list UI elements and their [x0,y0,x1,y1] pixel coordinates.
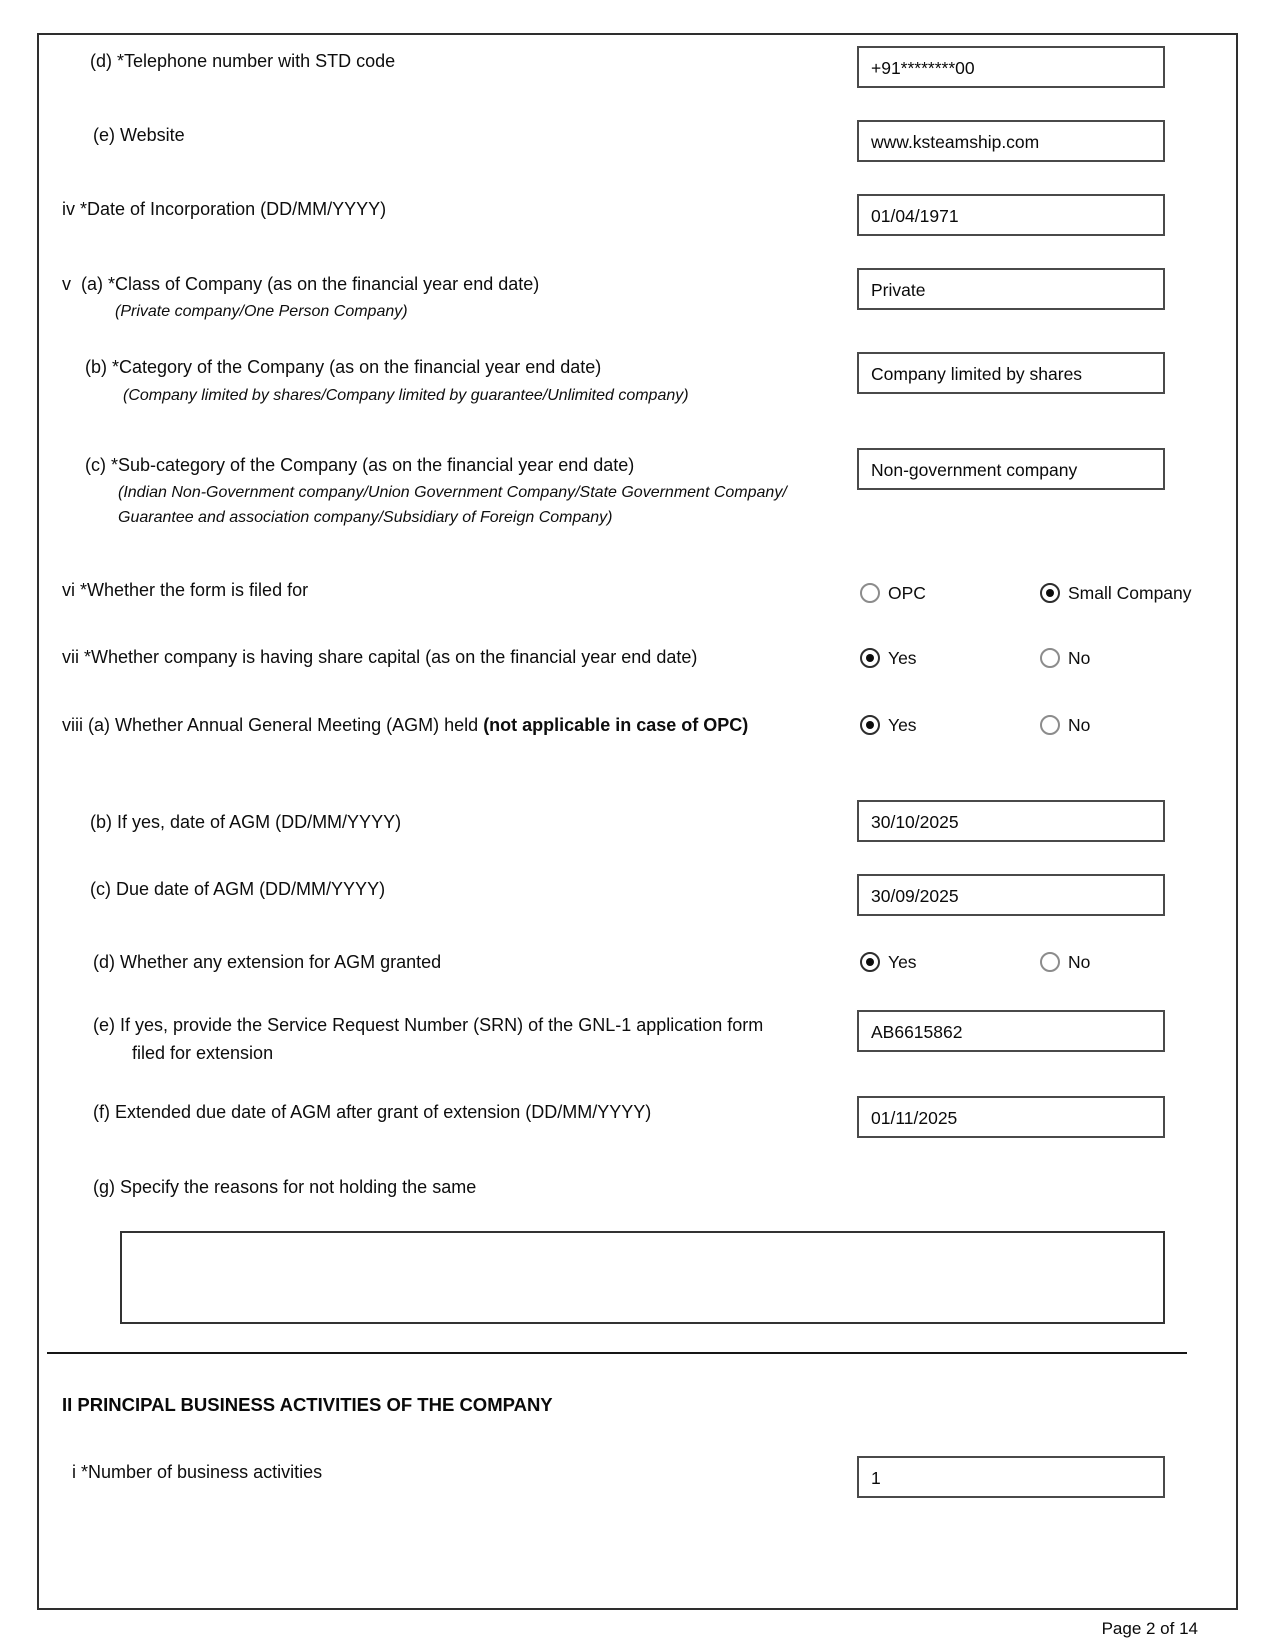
srn-label-line1: (e) If yes, provide the Service Request Number (SRN) of the GNL-1 application form [93,1015,764,1035]
radio-label-share-capital-yes: Yes [888,647,917,668]
radio-option-small-company[interactable] [1040,582,1192,604]
radio-icon-share-capital-yes[interactable] [860,648,880,668]
agm-extension-label: (d) Whether any extension for AGM granted [93,952,442,972]
agm-due-date-input[interactable]: 30/09/2025 [857,874,1165,916]
agm-reasons-textarea[interactable] [120,1231,1165,1324]
radio-label-opc: OPC [888,582,926,603]
page-border [37,33,1238,1610]
radio-label-extension-no: No [1068,951,1091,972]
section2-heading: II PRINCIPAL BUSINESS ACTIVITIES OF THE COMPANY [62,1394,553,1415]
share-capital-label: vii *Whether company is having share capital (as on the financial year end date) [62,647,698,667]
incorporation-date-input[interactable]: 01/04/1971 [857,194,1165,236]
incorporation-date-label: iv *Date of Incorporation (DD/MM/YYYY) [62,199,387,219]
agm-reasons-label: (g) Specify the reasons for not holding the same [93,1177,477,1197]
radio-icon-opc[interactable] [860,583,880,603]
srn-input[interactable]: AB6615862 [857,1010,1165,1052]
radio-option-share-capital-no[interactable] [1040,647,1090,669]
radio-label-share-capital-no: No [1068,647,1091,668]
company-class-hint: (Private company/One Person Company) [115,303,408,320]
company-category-label: (b) *Category of the Company (as on the financial year end date) [85,357,602,377]
company-class-input[interactable]: Private [857,268,1165,310]
company-subcategory-label: (c) *Sub-category of the Company (as on the financial year end date) [85,455,635,475]
radio-label-small-company: Small Company [1068,582,1192,603]
radio-label-extension-yes: Yes [888,951,917,972]
radio-icon-agm-held-no[interactable] [1040,715,1060,735]
telephone-input[interactable]: +91********00 [857,46,1165,88]
company-category-input[interactable]: Company limited by shares [857,352,1165,394]
form-filed-for-label: vi *Whether the form is filed for [62,580,309,600]
agm-held-label [62,714,748,736]
radio-option-agm-held-no[interactable] [1040,714,1090,736]
num-activities-input[interactable]: 1 [857,1456,1165,1498]
agm-date-label: (b) If yes, date of AGM (DD/MM/YYYY) [90,812,402,832]
agm-held-label-bold: (not applicable in case of OPC) [483,715,749,735]
radio-option-agm-held-yes[interactable] [860,714,917,736]
radio-label-agm-held-no: No [1068,714,1091,735]
radio-option-opc[interactable] [860,582,926,604]
radio-icon-extension-no[interactable] [1040,952,1060,972]
radio-option-share-capital-yes[interactable] [860,647,917,669]
company-subcategory-input[interactable]: Non-government company [857,448,1165,490]
radio-option-extension-no[interactable] [1040,951,1090,973]
extended-due-date-input[interactable]: 01/11/2025 [857,1096,1165,1138]
agm-due-date-label: (c) Due date of AGM (DD/MM/YYYY) [90,879,386,899]
num-activities-label: i *Number of business activities [72,1462,323,1482]
radio-icon-share-capital-no[interactable] [1040,648,1060,668]
company-subcategory-hint-line1: (Indian Non-Government company/Union Government Company/State Government Company/ [118,484,787,501]
company-class-label: v (a) *Class of Company (as on the financial year end date) [62,274,540,294]
radio-icon-extension-yes[interactable] [860,952,880,972]
company-subcategory-hint-line2: Guarantee and association company/Subsidiary of Foreign Company) [118,509,613,526]
company-category-hint: (Company limited by shares/Company limited by guarantee/Unlimited company) [123,387,689,404]
radio-option-extension-yes[interactable] [860,951,917,973]
website-input[interactable]: www.ksteamship.com [857,120,1165,162]
radio-label-agm-held-yes: Yes [888,714,917,735]
radio-icon-small-company[interactable] [1040,583,1060,603]
agm-date-input[interactable]: 30/10/2025 [857,800,1165,842]
website-label: (e) Website [93,125,185,145]
agm-held-label-regular: viii (a) Whether Annual General Meeting (AGM) held [62,715,484,735]
page-number: Page 2 of 14 [1101,1619,1198,1638]
telephone-label: (d) *Telephone number with STD code [90,51,396,71]
srn-label-line2: filed for extension [132,1043,274,1063]
extended-due-date-label: (f) Extended due date of AGM after grant of extension (DD/MM/YYYY) [93,1102,652,1122]
section-divider [47,1352,1187,1354]
radio-icon-agm-held-yes[interactable] [860,715,880,735]
